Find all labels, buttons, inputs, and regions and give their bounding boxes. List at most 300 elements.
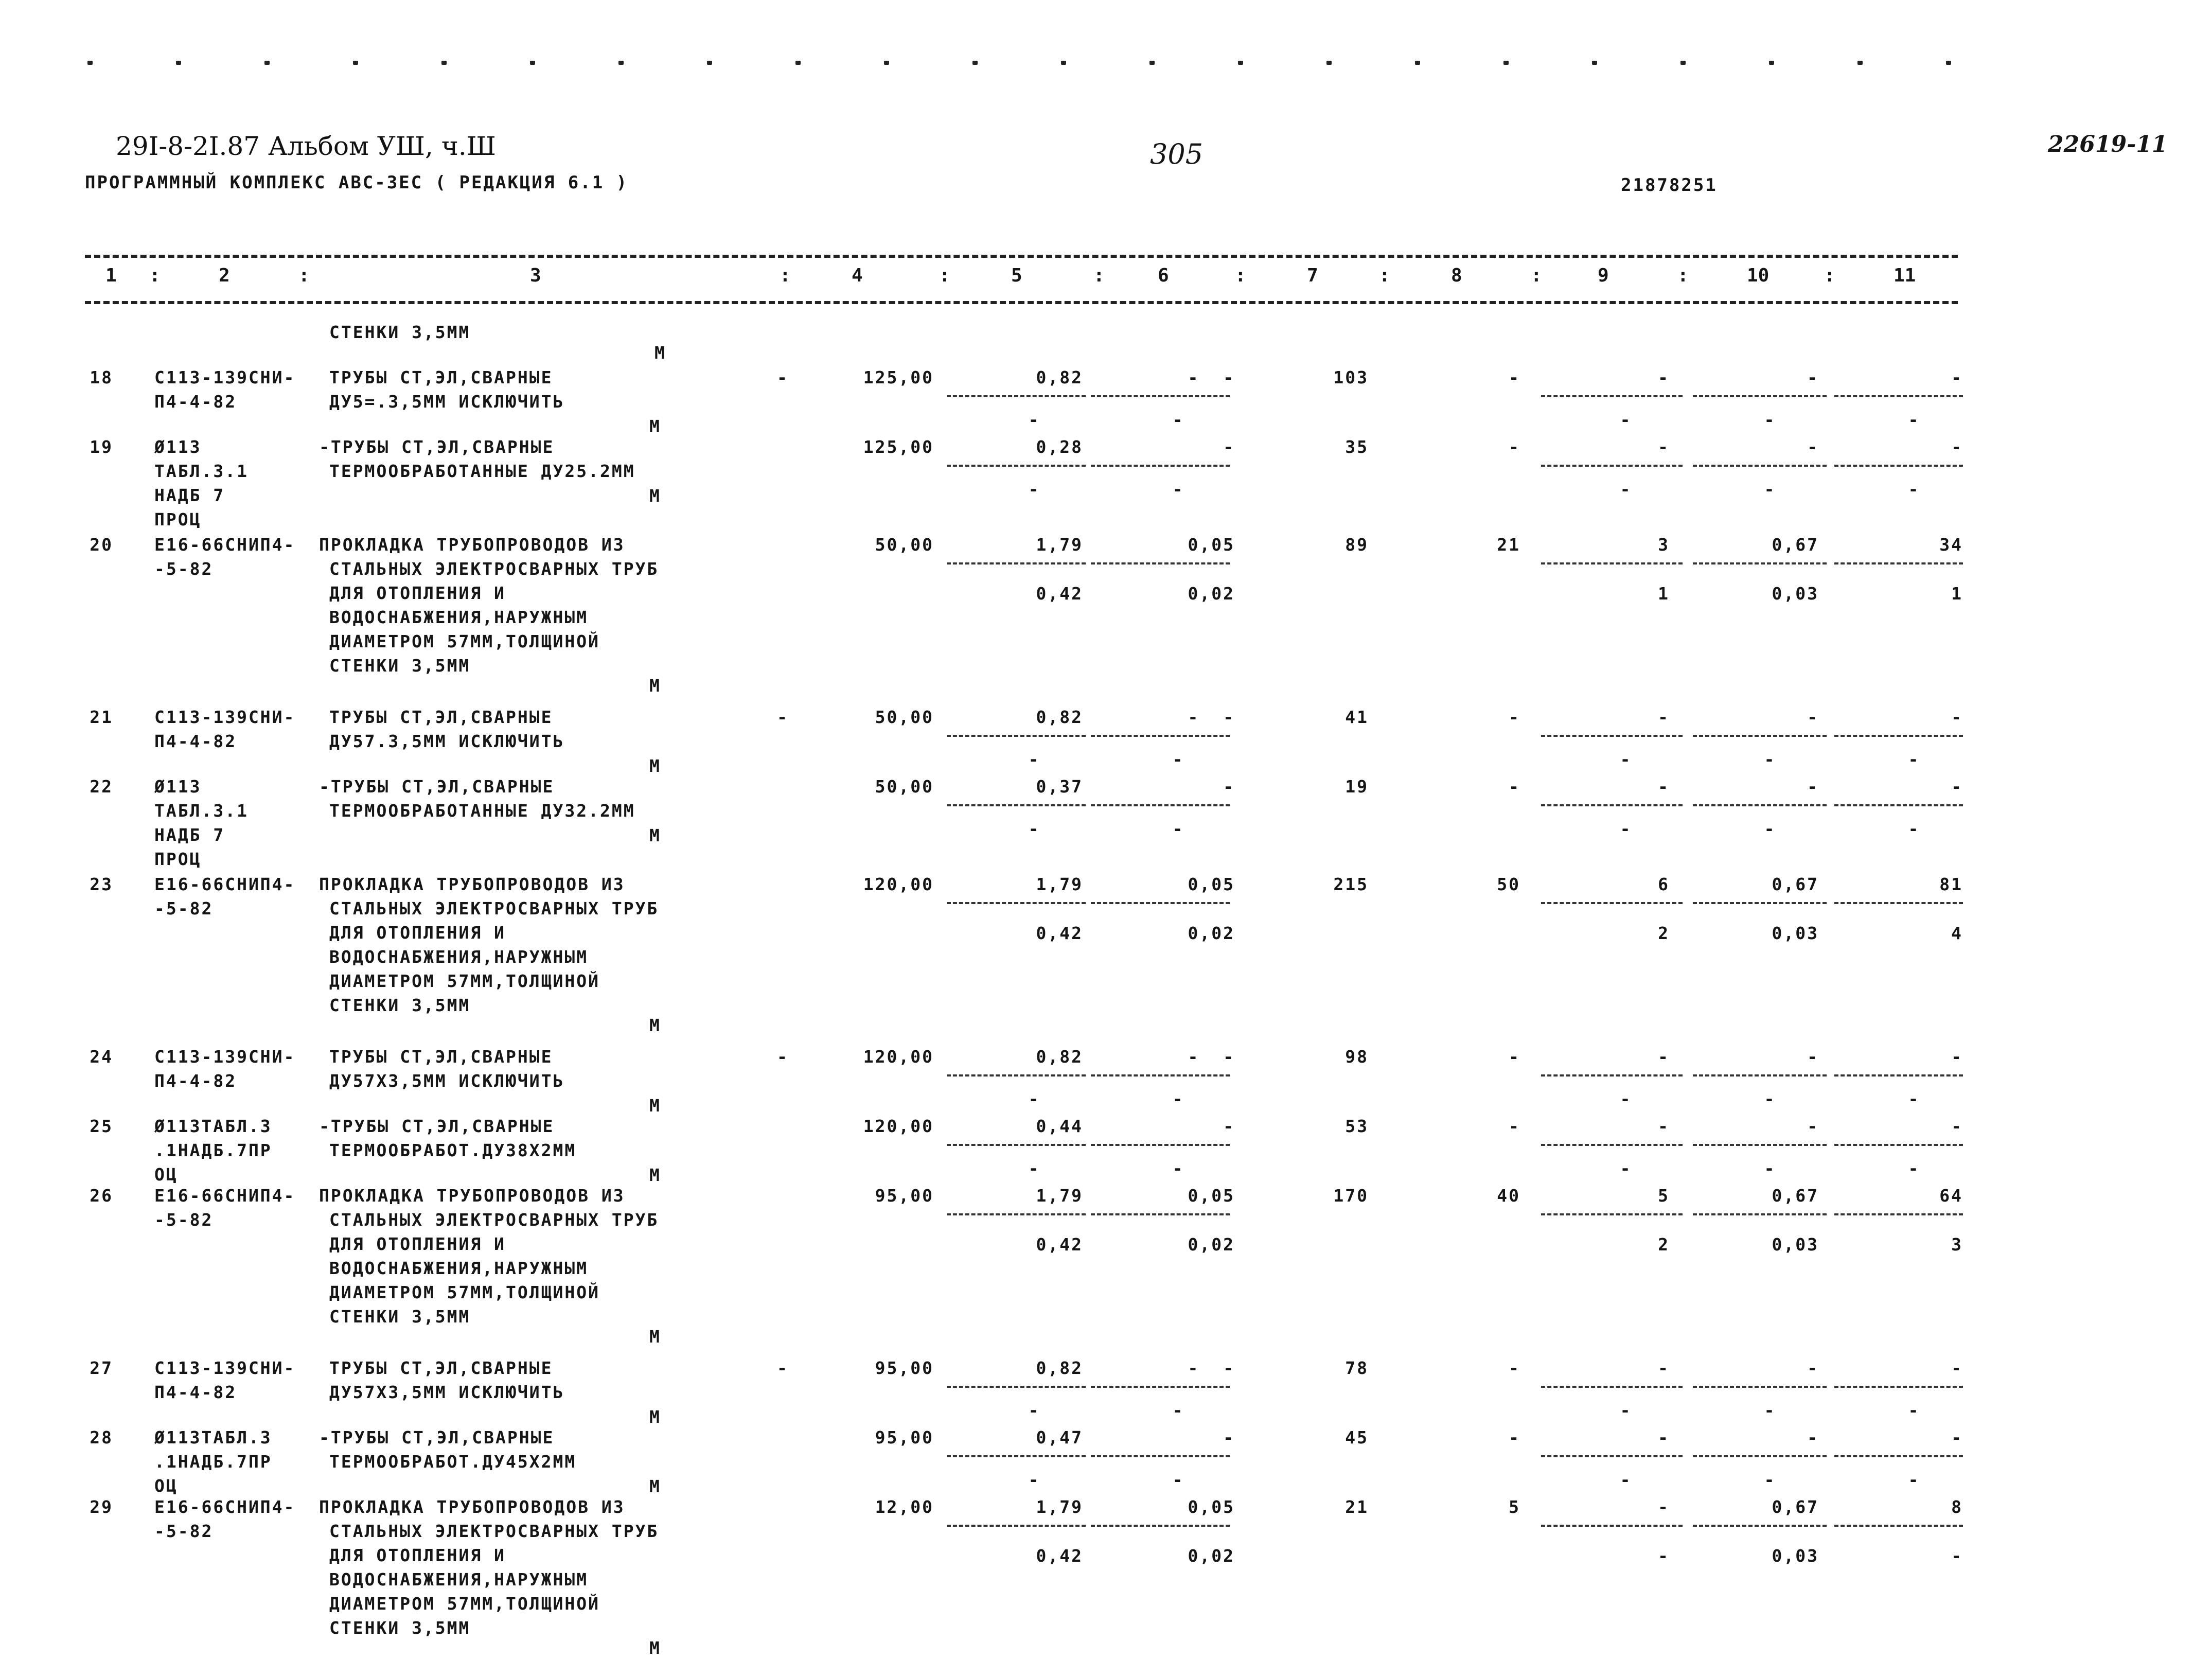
row-number: 24 xyxy=(90,1047,113,1067)
row-description: ДИАМЕТРОМ 57ММ,ТОЛЩИНОЙ xyxy=(329,971,600,991)
row-col10-value: - xyxy=(1807,776,1819,797)
row-col10-sub: - xyxy=(1764,1089,1776,1109)
row-col11-sub: - xyxy=(1951,1546,1963,1566)
row-description: ТЕРМООБРАБОТАННЫЕ ДУ32.2ММ xyxy=(329,801,635,821)
row-col9-value: 5 xyxy=(1658,1186,1670,1206)
value-separator xyxy=(1693,902,1827,904)
row-col9-value: - xyxy=(1658,1116,1670,1136)
row-col9-sub: - xyxy=(1620,479,1632,499)
column-header: 11 xyxy=(1894,265,1916,286)
row-code: Е16-66СНИП4- xyxy=(154,1186,296,1206)
row-col9-sub: - xyxy=(1620,1158,1632,1178)
column-header: 1 xyxy=(105,265,117,286)
column-header: 8 xyxy=(1451,265,1462,286)
row-col9-value: - xyxy=(1658,1427,1670,1447)
row-col6-value: 0,05 xyxy=(1188,874,1235,894)
value-separator xyxy=(1834,465,1963,467)
row-col11-value: 64 xyxy=(1939,1186,1963,1206)
row-col3: - xyxy=(777,367,789,387)
row-code: П4-4-82 xyxy=(154,392,237,412)
row-code: Ø113ТАБЛ.3 xyxy=(154,1427,284,1447)
row-unit: М xyxy=(649,1015,661,1035)
scan-dash xyxy=(264,61,270,65)
row-col7-value: 98 xyxy=(1345,1047,1369,1067)
row-unit: М xyxy=(649,486,661,506)
row-description: ДЛЯ ОТОПЛЕНИЯ И xyxy=(329,1545,506,1565)
row-col9-sub: - xyxy=(1620,819,1632,839)
row-code: Ø113 xyxy=(154,776,202,797)
value-separator xyxy=(1693,804,1827,806)
scan-dash xyxy=(1857,61,1863,65)
row-col9-sub: - xyxy=(1658,1546,1670,1566)
row-col6-value: - xyxy=(1223,776,1235,797)
scan-dash xyxy=(795,61,801,65)
value-separator xyxy=(947,562,1086,564)
row-code: -5-82 xyxy=(154,1521,214,1541)
row-col11-sub: 4 xyxy=(1951,923,1963,943)
value-separator xyxy=(1834,804,1963,806)
row-col11-sub: - xyxy=(1908,749,1920,769)
value-separator xyxy=(947,395,1086,397)
row-number: 26 xyxy=(90,1186,113,1206)
row-unit: М xyxy=(649,676,661,696)
column-header: 9 xyxy=(1598,265,1609,286)
row-col8-value: - xyxy=(1509,1427,1520,1447)
column-header: 10 xyxy=(1747,265,1769,286)
value-separator xyxy=(1834,1144,1963,1146)
row-col11-sub: - xyxy=(1908,479,1920,499)
row-description: ТЕРМООБРАБОТАННЫЕ ДУ25.2ММ xyxy=(329,461,635,481)
document-code: 22619-11 xyxy=(2048,131,2168,157)
row-description: ПРОКЛАДКА ТРУБОПРОВОДОВ ИЗ xyxy=(319,1497,625,1517)
continuation-text: СТЕНКИ 3,5ММ xyxy=(329,322,471,342)
scan-dash xyxy=(1680,61,1686,65)
row-number: 28 xyxy=(90,1427,113,1447)
value-separator xyxy=(1541,1213,1683,1215)
scan-dash xyxy=(1503,61,1509,65)
row-col8-value: - xyxy=(1509,1116,1520,1136)
row-col10-value: - xyxy=(1807,707,1819,727)
column-separator: : xyxy=(939,265,950,286)
column-separator: : xyxy=(1379,265,1390,286)
row-col5-sub: 0,42 xyxy=(1036,1546,1083,1566)
value-separator xyxy=(1834,1213,1963,1215)
row-col10-value: - xyxy=(1807,1427,1819,1447)
program-code: 21878251 xyxy=(1621,175,1718,196)
row-col6-value: - - xyxy=(1188,1358,1235,1378)
row-code: ОЦ xyxy=(154,1164,178,1185)
value-separator xyxy=(947,804,1086,806)
value-separator xyxy=(1693,1525,1827,1527)
value-separator xyxy=(1693,1074,1827,1076)
row-col7-value: 170 xyxy=(1333,1186,1369,1206)
row-col8-value: - xyxy=(1509,1358,1520,1378)
row-code: С113-139СНИ- xyxy=(154,1358,296,1378)
row-number: 25 xyxy=(90,1116,113,1136)
row-description: ТРУБЫ СТ,ЭЛ,СВАРНЫЕ xyxy=(329,367,553,387)
row-code: НАДБ 7 xyxy=(154,485,225,505)
row-col11-value: - xyxy=(1951,707,1963,727)
value-separator xyxy=(1834,1455,1963,1457)
row-col9-value: - xyxy=(1658,707,1670,727)
row-quantity: 95,00 xyxy=(875,1427,934,1447)
row-col9-sub: - xyxy=(1620,410,1632,430)
row-col3: - xyxy=(777,1047,789,1067)
scan-dash xyxy=(353,61,358,65)
value-separator xyxy=(1834,735,1963,737)
scan-dash xyxy=(176,61,181,65)
column-separator: : xyxy=(1824,265,1835,286)
row-col6-sub: - xyxy=(1172,749,1184,769)
row-col5-value: 1,79 xyxy=(1036,1497,1083,1517)
row-col7-value: 35 xyxy=(1345,437,1369,457)
scan-dash xyxy=(1238,61,1243,65)
row-code: Ø113ТАБЛ.3 xyxy=(154,1116,284,1136)
row-description: ДИАМЕТРОМ 57ММ,ТОЛЩИНОЙ xyxy=(329,1282,600,1302)
row-description: СТЕНКИ 3,5ММ xyxy=(329,656,471,676)
row-description: СТАЛЬНЫХ ЭЛЕКТРОСВАРНЫХ ТРУБ xyxy=(329,559,659,579)
value-separator xyxy=(1091,1213,1230,1215)
row-col5-value: 0,82 xyxy=(1036,1358,1083,1378)
row-description: ДИАМЕТРОМ 57ММ,ТОЛЩИНОЙ xyxy=(329,631,600,651)
column-separator: : xyxy=(1677,265,1689,286)
row-code: ПРОЦ xyxy=(154,849,202,869)
row-col9-sub: 2 xyxy=(1658,923,1670,943)
row-col9-value: - xyxy=(1658,367,1670,387)
row-col6-sub: 0,02 xyxy=(1188,923,1235,943)
value-separator xyxy=(1541,395,1683,397)
row-col6-value: 0,05 xyxy=(1188,535,1235,555)
row-description: ТРУБЫ СТ,ЭЛ,СВАРНЫЕ xyxy=(329,1358,553,1378)
row-quantity: 50,00 xyxy=(875,776,934,797)
row-code: ТАБЛ.3.1 xyxy=(154,801,249,821)
row-col11-sub: - xyxy=(1908,1400,1920,1420)
row-col11-sub: 3 xyxy=(1951,1234,1963,1255)
row-col10-sub: - xyxy=(1764,749,1776,769)
row-col6-sub: - xyxy=(1172,819,1184,839)
row-col9-sub: 1 xyxy=(1658,584,1670,604)
row-col7-value: 103 xyxy=(1333,367,1369,387)
row-col5-sub: - xyxy=(1028,1158,1040,1178)
row-code: П4-4-82 xyxy=(154,1071,237,1091)
value-separator xyxy=(1541,562,1683,564)
row-col8-value: 50 xyxy=(1497,874,1520,894)
row-col6-sub: 0,02 xyxy=(1188,584,1235,604)
row-number: 21 xyxy=(90,707,113,727)
value-separator xyxy=(1693,1455,1827,1457)
row-col5-value: 1,79 xyxy=(1036,874,1083,894)
row-quantity: 125,00 xyxy=(863,367,934,387)
row-code: .1НАДБ.7ПР xyxy=(154,1452,272,1472)
row-description: СТАЛЬНЫХ ЭЛЕКТРОСВАРНЫХ ТРУБ xyxy=(329,1210,659,1230)
row-col11-value: - xyxy=(1951,437,1963,457)
row-col6-value: - - xyxy=(1188,1047,1235,1067)
row-description: ВОДОСНАБЖЕНИЯ,НАРУЖНЫМ xyxy=(329,1258,589,1278)
row-col6-sub: 0,02 xyxy=(1188,1546,1235,1566)
row-code: Е16-66СНИП4- xyxy=(154,874,296,894)
row-col9-sub: - xyxy=(1620,1089,1632,1109)
row-description: ТЕРМООБРАБОТ.ДУ38Х2ММ xyxy=(329,1140,577,1160)
row-unit: М xyxy=(649,1476,661,1496)
row-col10-value: 0,67 xyxy=(1772,1186,1819,1206)
row-description: ВОДОСНАБЖЕНИЯ,НАРУЖНЫМ xyxy=(329,607,589,627)
row-col6-sub: - xyxy=(1172,1400,1184,1420)
scan-dash xyxy=(618,61,624,65)
scan-dash xyxy=(1415,61,1420,65)
scan-dash xyxy=(1326,61,1332,65)
row-description: -ТРУБЫ СТ,ЭЛ,СВАРНЫЕ xyxy=(319,776,555,797)
row-col11-sub: 1 xyxy=(1951,584,1963,604)
column-separator: : xyxy=(298,265,310,286)
row-col9-value: - xyxy=(1658,776,1670,797)
row-col6-value: - xyxy=(1223,1427,1235,1447)
value-separator xyxy=(1693,465,1827,467)
column-header: 5 xyxy=(1011,265,1022,286)
value-separator xyxy=(947,735,1086,737)
value-separator xyxy=(1091,1074,1230,1076)
value-separator xyxy=(1541,1525,1683,1527)
value-separator xyxy=(1541,804,1683,806)
value-separator xyxy=(1541,1144,1683,1146)
value-separator xyxy=(1091,735,1230,737)
row-col8-value: - xyxy=(1509,367,1520,387)
row-description: ПРОКЛАДКА ТРУБОПРОВОДОВ ИЗ xyxy=(319,874,625,894)
row-col10-sub: 0,03 xyxy=(1772,584,1819,604)
row-code: ОЦ xyxy=(154,1476,178,1496)
row-description: ТРУБЫ СТ,ЭЛ,СВАРНЫЕ xyxy=(329,707,553,727)
row-col10-value: 0,67 xyxy=(1772,1497,1819,1517)
row-code: С113-139СНИ- xyxy=(154,707,296,727)
row-unit: М xyxy=(649,1096,661,1116)
row-code: -5-82 xyxy=(154,898,214,919)
row-description: СТЕНКИ 3,5ММ xyxy=(329,995,471,1015)
value-separator xyxy=(1091,1386,1230,1388)
row-col5-value: 0,82 xyxy=(1036,367,1083,387)
scan-dash xyxy=(1769,61,1774,65)
value-separator xyxy=(1693,562,1827,564)
scan-dash xyxy=(441,61,447,65)
row-col8-value: - xyxy=(1509,437,1520,457)
row-col6-sub: - xyxy=(1172,1089,1184,1109)
column-header: 6 xyxy=(1158,265,1169,286)
column-separator: : xyxy=(1531,265,1542,286)
value-separator xyxy=(1091,1144,1230,1146)
scan-dash xyxy=(707,61,712,65)
row-col5-value: 0,82 xyxy=(1036,707,1083,727)
row-col6-value: 0,05 xyxy=(1188,1497,1235,1517)
row-col11-value: 8 xyxy=(1951,1497,1963,1517)
value-separator xyxy=(1541,735,1683,737)
scan-dash xyxy=(1149,61,1155,65)
row-col5-value: 0,47 xyxy=(1036,1427,1083,1447)
row-description: ТРУБЫ СТ,ЭЛ,СВАРНЫЕ xyxy=(329,1047,553,1067)
row-quantity: 95,00 xyxy=(875,1186,934,1206)
row-col10-sub: - xyxy=(1764,1158,1776,1178)
page-number: 305 xyxy=(1150,138,1204,170)
scan-dash xyxy=(87,61,93,65)
row-col6-value: 0,05 xyxy=(1188,1186,1235,1206)
row-unit: М xyxy=(649,1327,661,1347)
row-description: ДУ5=.3,5ММ ИСКЛЮЧИТЬ xyxy=(329,392,565,412)
row-col8-value: 40 xyxy=(1497,1186,1520,1206)
continuation-unit: М xyxy=(654,343,666,363)
column-header: 3 xyxy=(530,265,541,286)
row-col10-sub: 0,03 xyxy=(1772,923,1819,943)
row-col11-value: - xyxy=(1951,1427,1963,1447)
column-separator: : xyxy=(149,265,161,286)
row-col7-value: 21 xyxy=(1345,1497,1369,1517)
value-separator xyxy=(1693,1386,1827,1388)
scan-dash xyxy=(1592,61,1597,65)
row-unit: М xyxy=(649,825,661,845)
row-number: 29 xyxy=(90,1497,113,1517)
row-quantity: 120,00 xyxy=(863,1047,934,1067)
row-col9-sub: - xyxy=(1620,1470,1632,1490)
row-col6-value: - - xyxy=(1188,707,1235,727)
row-code: Е16-66СНИП4- xyxy=(154,1497,296,1517)
row-description: СТАЛЬНЫХ ЭЛЕКТРОСВАРНЫХ ТРУБ xyxy=(329,1521,659,1541)
row-col10-value: - xyxy=(1807,1116,1819,1136)
row-quantity: 125,00 xyxy=(863,437,934,457)
value-separator xyxy=(1091,395,1230,397)
value-separator xyxy=(1541,1386,1683,1388)
row-col9-value: - xyxy=(1658,1358,1670,1378)
row-col6-value: - xyxy=(1223,1116,1235,1136)
row-description: -ТРУБЫ СТ,ЭЛ,СВАРНЫЕ xyxy=(319,437,555,457)
value-separator xyxy=(1541,1074,1683,1076)
row-col10-sub: - xyxy=(1764,1470,1776,1490)
album-title: 29I-8-2I.87 Альбом УШ, ч.Ш xyxy=(116,131,496,161)
row-col11-sub: - xyxy=(1908,1470,1920,1490)
value-separator xyxy=(947,1525,1086,1527)
value-separator xyxy=(947,1144,1086,1146)
value-separator xyxy=(1834,1525,1963,1527)
row-col7-value: 215 xyxy=(1333,874,1369,894)
row-col5-sub: - xyxy=(1028,1470,1040,1490)
row-number: 22 xyxy=(90,776,113,797)
value-separator xyxy=(1693,395,1827,397)
row-unit: М xyxy=(649,1165,661,1185)
row-code: П4-4-82 xyxy=(154,731,237,751)
row-quantity: 50,00 xyxy=(875,535,934,555)
row-col6-sub: - xyxy=(1172,1470,1184,1490)
value-separator xyxy=(1693,1144,1827,1146)
row-col9-value: 3 xyxy=(1658,535,1670,555)
program-subtitle: ПРОГРАММНЫЙ КОМПЛЕКС АВС-3ЕС ( РЕДАКЦИЯ 6.1 ) xyxy=(85,172,629,193)
row-code: С113-139СНИ- xyxy=(154,367,296,387)
row-description: ДУ57Х3,5ММ ИСКЛЮЧИТЬ xyxy=(329,1382,565,1402)
row-number: 20 xyxy=(90,535,113,555)
column-separator: : xyxy=(1235,265,1246,286)
row-description: СТЕНКИ 3,5ММ xyxy=(329,1618,471,1638)
scan-dash xyxy=(1946,61,1951,65)
value-separator xyxy=(1834,562,1963,564)
row-quantity: 120,00 xyxy=(863,1116,934,1136)
row-col10-value: - xyxy=(1807,367,1819,387)
row-col7-value: 53 xyxy=(1345,1116,1369,1136)
row-description: ВОДОСНАБЖЕНИЯ,НАРУЖНЫМ xyxy=(329,1569,589,1590)
row-description: -ТРУБЫ СТ,ЭЛ,СВАРНЫЕ xyxy=(319,1116,555,1136)
value-separator xyxy=(947,902,1086,904)
value-separator xyxy=(1834,1074,1963,1076)
value-separator xyxy=(1091,902,1230,904)
row-col9-sub: - xyxy=(1620,749,1632,769)
row-col5-sub: 0,42 xyxy=(1036,923,1083,943)
row-col6-sub: - xyxy=(1172,410,1184,430)
row-col9-value: - xyxy=(1658,1497,1670,1517)
row-col7-value: 41 xyxy=(1345,707,1369,727)
row-unit: М xyxy=(649,1407,661,1427)
row-col11-sub: - xyxy=(1908,819,1920,839)
value-separator xyxy=(1541,902,1683,904)
row-col11-value: 81 xyxy=(1939,874,1963,894)
row-code: НАДБ 7 xyxy=(154,825,225,845)
row-number: 27 xyxy=(90,1358,113,1378)
row-col10-sub: - xyxy=(1764,819,1776,839)
value-separator xyxy=(1541,1455,1683,1457)
value-separator xyxy=(947,465,1086,467)
row-description: СТЕНКИ 3,5ММ xyxy=(329,1307,471,1327)
column-separator: : xyxy=(780,265,791,286)
value-separator xyxy=(1834,902,1963,904)
row-col6-sub: - xyxy=(1172,479,1184,499)
scan-dash xyxy=(972,61,978,65)
row-col9-value: 6 xyxy=(1658,874,1670,894)
row-code: Е16-66СНИП4- xyxy=(154,535,296,555)
row-col5-value: 0,82 xyxy=(1036,1047,1083,1067)
row-col5-sub: 0,42 xyxy=(1036,584,1083,604)
row-description: ПРОКЛАДКА ТРУБОПРОВОДОВ ИЗ xyxy=(319,1186,625,1206)
row-unit: М xyxy=(649,416,661,436)
row-quantity: 120,00 xyxy=(863,874,934,894)
scan-dash xyxy=(1061,61,1066,65)
row-col10-sub: - xyxy=(1764,1400,1776,1420)
row-col11-value: - xyxy=(1951,367,1963,387)
row-col11-sub: - xyxy=(1908,410,1920,430)
scan-dash xyxy=(530,61,535,65)
row-col10-sub: - xyxy=(1764,479,1776,499)
value-separator xyxy=(1091,804,1230,806)
value-separator xyxy=(1091,1525,1230,1527)
row-col5-sub: - xyxy=(1028,410,1040,430)
row-description: ВОДОСНАБЖЕНИЯ,НАРУЖНЫМ xyxy=(329,947,589,967)
row-col3: - xyxy=(777,707,789,727)
row-col10-value: 0,67 xyxy=(1772,874,1819,894)
row-col5-sub: - xyxy=(1028,1400,1040,1420)
row-col6-sub: 0,02 xyxy=(1188,1234,1235,1255)
value-separator xyxy=(1091,465,1230,467)
value-separator xyxy=(1541,465,1683,467)
row-col5-sub: 0,42 xyxy=(1036,1234,1083,1255)
row-code: .1НАДБ.7ПР xyxy=(154,1140,272,1160)
row-col7-value: 45 xyxy=(1345,1427,1369,1447)
row-col8-value: 5 xyxy=(1509,1497,1520,1517)
row-number: 19 xyxy=(90,437,113,457)
value-separator xyxy=(1693,1213,1827,1215)
value-separator xyxy=(1091,562,1230,564)
row-col10-sub: 0,03 xyxy=(1772,1546,1819,1566)
row-col5-sub: - xyxy=(1028,749,1040,769)
row-col5-value: 1,79 xyxy=(1036,535,1083,555)
row-quantity: 50,00 xyxy=(875,707,934,727)
value-separator xyxy=(947,1386,1086,1388)
row-col10-value: - xyxy=(1807,1358,1819,1378)
row-col7-value: 78 xyxy=(1345,1358,1369,1378)
row-col11-sub: - xyxy=(1908,1089,1920,1109)
row-col9-value: - xyxy=(1658,1047,1670,1067)
row-col5-sub: - xyxy=(1028,1089,1040,1109)
row-col10-value: - xyxy=(1807,437,1819,457)
